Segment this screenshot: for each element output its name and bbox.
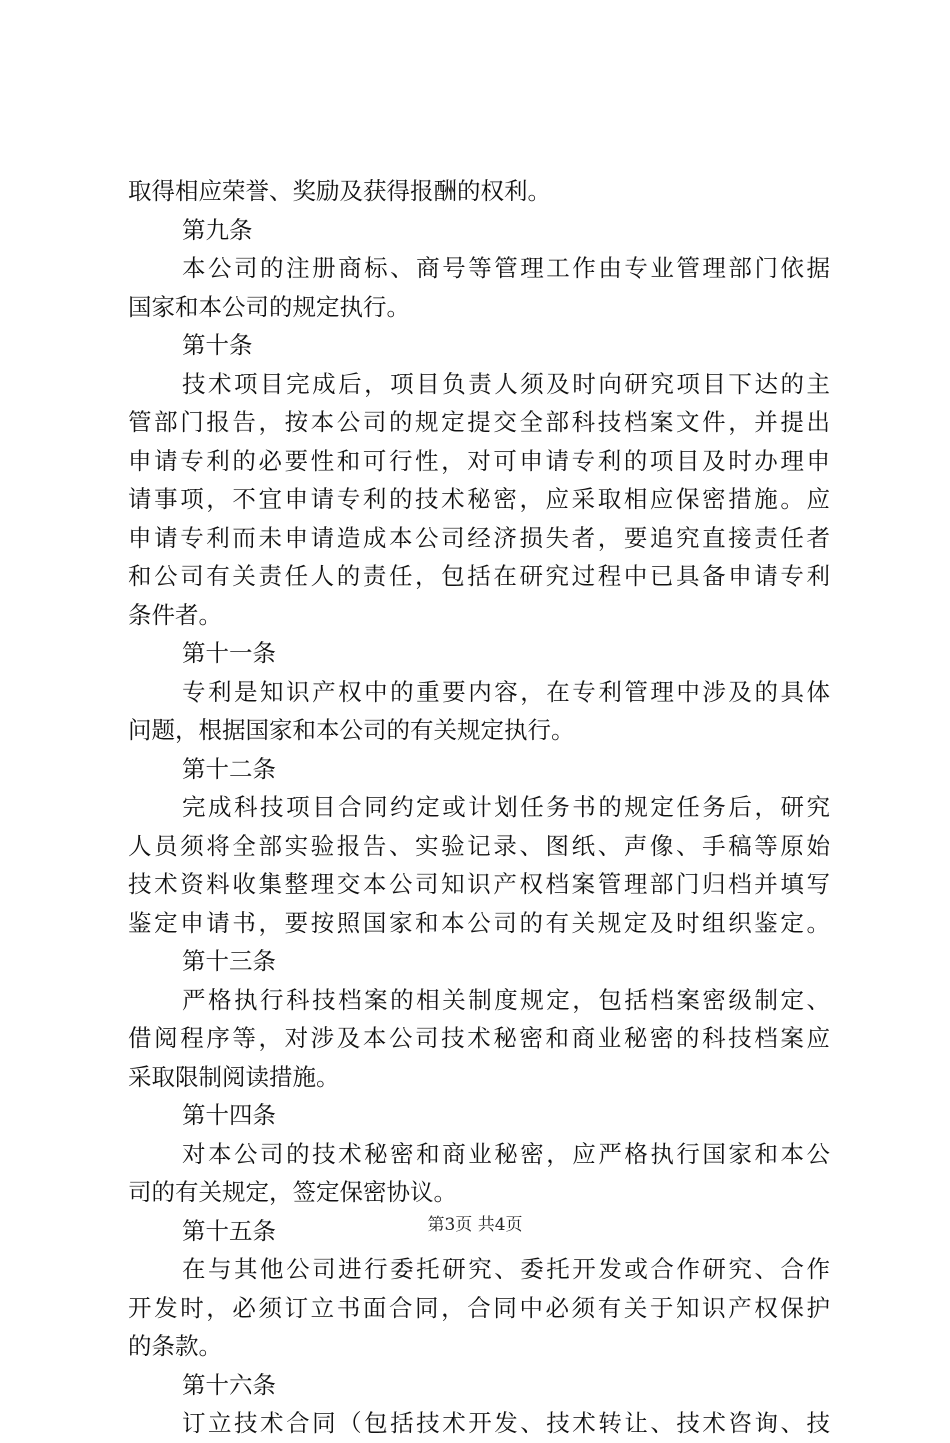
article-heading: 第十五条: [182, 1216, 276, 1245]
text-line: 专利是知识产权中的重要内容，在专利管理中涉及的具体: [182, 677, 830, 706]
text-line: 技术项目完成后，项目负责人须及时向研究项目下达的主: [182, 369, 830, 398]
text-line: 申请专利而未申请造成本公司经济损失者，要追究直接责任者: [128, 523, 830, 552]
text-line: 开发时，必须订立书面合同，合同中必须有关于知识产权保护: [128, 1293, 830, 1322]
text-line: 和公司有关责任人的责任，包括在研究过程中已具备申请专利: [128, 562, 830, 590]
text-line: 管部门报告，按本公司的规定提交全部科技档案文件，并提出: [128, 408, 830, 436]
article-heading: 第十三条: [182, 947, 276, 975]
article-heading: 第九条: [182, 215, 253, 244]
text-line: 人员须将全部实验报告、实验记录、图纸、声像、手稿等原始: [128, 831, 830, 860]
text-line: 严格执行科技档案的相关制度规定，包括档案密级制定、: [182, 985, 830, 1014]
text-line: 请事项，不宜申请专利的技术秘密，应采取相应保密措施。应: [128, 485, 830, 513]
text-line: 在与其他公司进行委托研究、委托开发或合作研究、合作: [182, 1255, 830, 1283]
article-heading: 第十一条: [182, 639, 276, 667]
text-line: 对本公司的技术秘密和商业秘密，应严格执行国家和本公: [182, 1139, 830, 1168]
text-line: 的条款。: [128, 1332, 222, 1360]
text-line: 技术资料收集整理交本公司知识产权档案管理部门归档并填写: [128, 870, 830, 898]
article-heading: 第十四条: [182, 1101, 276, 1129]
text-line: 条件者。: [128, 600, 222, 629]
text-line: 完成科技项目合同约定或计划任务书的规定任务后，研究: [182, 793, 830, 821]
text-line: 采取限制阅读措施。: [128, 1062, 340, 1091]
text-line: 鉴定申请书，要按照国家和本公司的有关规定及时组织鉴定。: [128, 908, 830, 937]
text-line: 本公司的注册商标、商号等管理工作由专业管理部门依据: [182, 254, 830, 282]
text-line: 国家和本公司的规定执行。: [128, 292, 410, 321]
text-line: 订立技术合同（包括技术开发、技术转让、技术咨询、技: [182, 1409, 830, 1437]
page-footer: 第3页 共4页: [427, 1215, 523, 1235]
text-line: 问题，根据国家和本公司的有关规定执行。: [128, 716, 575, 744]
text-line: 司的有关规定，签定保密协议。: [128, 1178, 457, 1206]
text-line: 申请专利的必要性和可行性，对可申请专利的项目及时办理申: [128, 446, 830, 475]
text-line: 借阅程序等，对涉及本公司技术秘密和商业秘密的科技档案应: [128, 1024, 830, 1052]
article-heading: 第十条: [182, 331, 253, 359]
text-line: 取得相应荣誉、奖励及获得报酬的权利。: [128, 177, 551, 205]
article-heading: 第十六条: [182, 1370, 276, 1399]
article-heading: 第十二条: [182, 754, 276, 783]
document-body: [128, 172, 830, 1443]
